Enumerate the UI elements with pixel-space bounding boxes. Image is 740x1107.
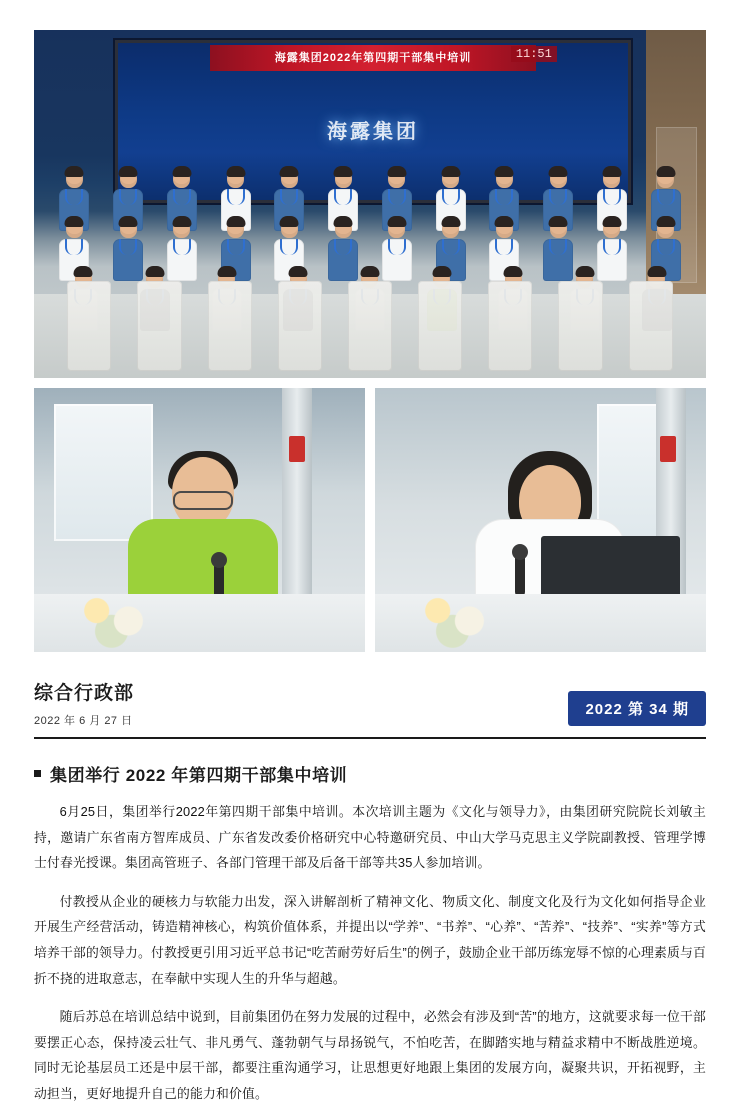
publish-date: 2022 年 6 月 27 日 bbox=[34, 715, 133, 727]
screen-banner-text: 海露集团2022年第四期干部集中培训 bbox=[210, 45, 537, 71]
article bbox=[34, 761, 706, 1107]
article-headline-text: 集团举行 2022 年第四期干部集中培训 bbox=[50, 766, 348, 785]
masthead bbox=[34, 678, 706, 728]
flower-arrangement bbox=[408, 583, 507, 652]
flower-arrangement bbox=[67, 583, 166, 652]
masthead-left bbox=[34, 678, 134, 728]
department-name: 综合行政部 bbox=[34, 683, 135, 704]
screen-logo-text: 海露集团 bbox=[326, 121, 419, 144]
masthead-divider bbox=[34, 737, 706, 739]
issue-badge: 2022 第 34 期 bbox=[568, 691, 706, 726]
speaker-photo-row bbox=[34, 388, 706, 652]
chair-row bbox=[54, 281, 686, 371]
photo-group bbox=[34, 0, 706, 652]
article-paragraph-3: 随后苏总在培训总结中说到，目前集团仍在努力发展的过程中，必然会有涉及到“苦”的地方，这就要求每一位干部要摆正心态，保持凌云壮气、非凡勇气、蓬勃朝气与昂扬锐气，不怕吃苦，在脚踏实地与精益求精中不断战胜逆境。同时无论基层员工还是中层干部，都要注重沟通学习，让思想更好地跟上集团的发展方向，凝聚共识，开拓视野，主动担当，更好地提升自己的能力和价值。 bbox=[34, 1009, 706, 1101]
article-paragraph-1: 6月25日，集团举行2022年第四期干部集中培训。本次培训主题为《文化与领导力》，由集团研究院院长刘敏主持，邀请广东省南方智库成员、广东省发改委价格研究中心特邀研究员、中山大学马克思主义学院副教授、管理学博士付春光授课。集团高管班子、各部门管理干部及后备干部等共35人参加培训。 bbox=[34, 804, 706, 871]
glasses-icon bbox=[173, 491, 233, 510]
article-paragraph-2: 付教授从企业的硬核力与软能力出发，深入讲解剖析了精神文化、物质文化、制度文化及行为文化如何指导企业开展生产经营活动，铸造精神核心，构筑价值体系，并提出以“学养”、“书养”、“心养”、“苦养”、“技养”、“实养”等方式培养干部的领导力。付教授更引用习近平总书记“吃苦耐劳好后生”的例子，鼓励企业干部历练宠辱不惊的心理素质与百折不挠的进取意志，在奉献中实现人生的升华与超越。 bbox=[34, 893, 706, 986]
article-headline bbox=[34, 761, 706, 786]
microphone-icon bbox=[515, 553, 525, 597]
group-photo bbox=[34, 30, 706, 378]
speaker-photo-left bbox=[34, 388, 365, 652]
fire-extinguisher-icon bbox=[660, 436, 676, 462]
bullet-icon bbox=[34, 770, 41, 777]
speaker-photo-right bbox=[375, 388, 706, 652]
screen-clock: 11:51 bbox=[511, 46, 557, 62]
